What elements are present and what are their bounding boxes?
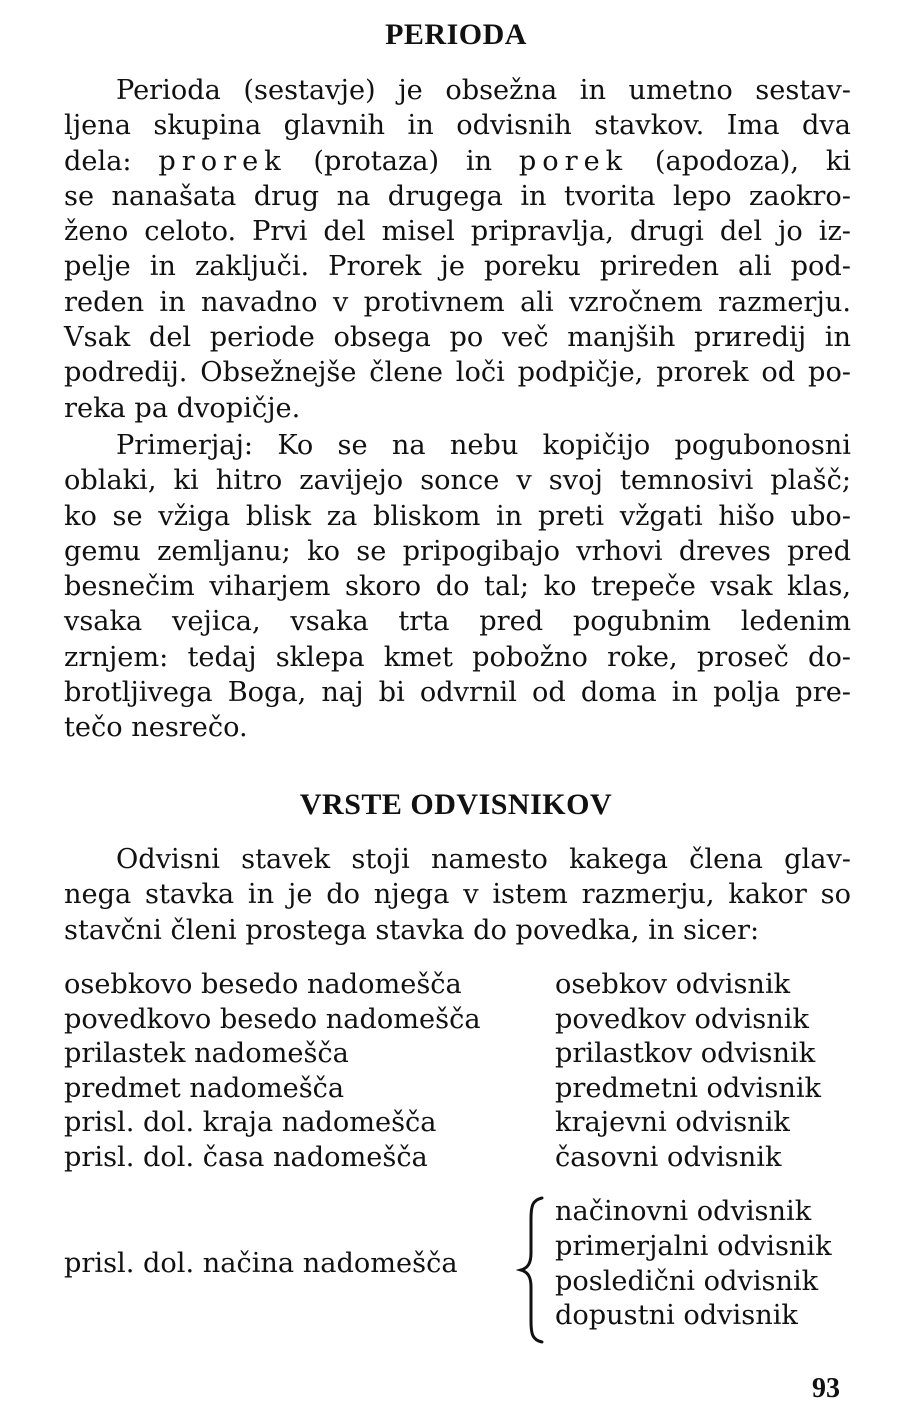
table-row (64, 1072, 864, 1107)
row-left-text: predmet nadomešča (64, 1072, 345, 1104)
curly-brace-icon (516, 1195, 550, 1345)
text-line: pelje in zaključi. Prorek je poreku prireden ali pod- (64, 251, 851, 283)
list-item: primerjalni odvisnik (555, 1230, 832, 1262)
text-line: zrnjem: tedaj sklepa kmet pobožno roke, proseč do- (64, 641, 851, 673)
text-line: ljena skupina glavnih in odvisnih stavkov. Ima dva (64, 110, 851, 142)
text-line: ko se vžiga blisk za bliskom in preti vžgati hišo ubo- (64, 500, 851, 532)
text-line: besnečim viharjem skoro do tal; ko trepeče vsak klas, (64, 571, 851, 603)
clause-types-table (64, 968, 864, 1175)
paragraph-odvisni-stavek (64, 842, 851, 948)
table-row (64, 1106, 864, 1141)
table-row (64, 1003, 864, 1038)
row-right-text: povedkov odvisnik (555, 1003, 809, 1035)
text-line: dela: prorek (protaza) in porek (apodoza), ki (64, 145, 851, 177)
text-line: brotljivega Boga, naj bi odvrnil od doma in polja pre- (64, 677, 851, 709)
paragraph-perioda-definition (64, 73, 851, 426)
list-item: načinovni odvisnik (555, 1196, 812, 1227)
text-line: reden in navadno v protivnem ali vzročnem razmerju. (64, 286, 851, 318)
row-right-text: časovni odvisnik (555, 1141, 782, 1173)
row-left-text: prilastek nadomešča (64, 1038, 349, 1069)
page-number: 93 (812, 1373, 840, 1404)
row-right-text: predmetni odvisnik (555, 1072, 821, 1104)
list-item: dopustni odvisnik (555, 1300, 798, 1332)
paragraph-perioda-example (64, 428, 851, 746)
row-right-text: prilastkov odvisnik (555, 1038, 816, 1069)
text-line: se nanašata drug na drugega in tvorita lepo zaokro- (64, 180, 851, 212)
table-row (64, 1141, 864, 1176)
text-line: Perioda (sestavje) je obsežna in umetno sestav- (116, 75, 851, 106)
row-right-text: osebkov odvisnik (555, 969, 791, 1000)
table-row (64, 1037, 864, 1072)
list-item: posledični odvisnik (555, 1265, 819, 1297)
row-right-text: krajevni odvisnik (555, 1107, 790, 1138)
group-left-text: prisl. dol. načina nadomešča (64, 1248, 458, 1279)
text-line: Vsak del periode obsega po več manjših prиredij in (64, 322, 851, 354)
text-line: tečo nesrečo. (64, 712, 248, 744)
row-left-text: prisl. dol. časa nadomešča (64, 1141, 428, 1173)
row-left-text: prisl. dol. kraja nadomešča (64, 1107, 437, 1138)
text-line: Primerjaj: Ko se na nebu kopičijo pogubonosni (116, 430, 851, 461)
spaced-term-porek: porek (518, 145, 629, 177)
table-row (64, 968, 864, 1003)
text-line: gemu zemljanu; ko se pripogibajo vrhovi dreves pred (64, 535, 851, 567)
text-line: nega stavka in je do njega v istem razmerju, kakor so (64, 879, 851, 911)
row-left-text: osebkovo besedo nadomešča (64, 969, 462, 1000)
section-title-vrste-odvisnikov: VRSTE ODVISNIKOV (299, 788, 613, 821)
text-line: oblaki, ki hitro zavijejo sonce v svoj temnosivi plašč; (64, 465, 851, 497)
text-line: reka pa dvopičje. (64, 392, 301, 424)
spaced-term-prorek: prorek (158, 145, 287, 177)
section-title-perioda: PERIODA (385, 18, 527, 51)
group-right-list (555, 1195, 832, 1334)
text-line: stavčni členi prostega stavka do povedka, in sicer: (64, 914, 760, 946)
manner-clause-group (64, 1195, 864, 1345)
text-line: ženo celoto. Prvi del misel pripravlja, drugi del jo iz- (64, 216, 851, 248)
text-line: podredij. Obsežnejše člene loči podpičje, prorek od po- (64, 357, 851, 389)
row-left-text: povedkovo besedo nadomešča (64, 1003, 481, 1035)
text-line: vsaka vejica, vsaka trta pred pogubnim ledenim (64, 606, 851, 638)
text-line: Odvisni stavek stoji namesto kakega člena glav- (116, 844, 851, 875)
